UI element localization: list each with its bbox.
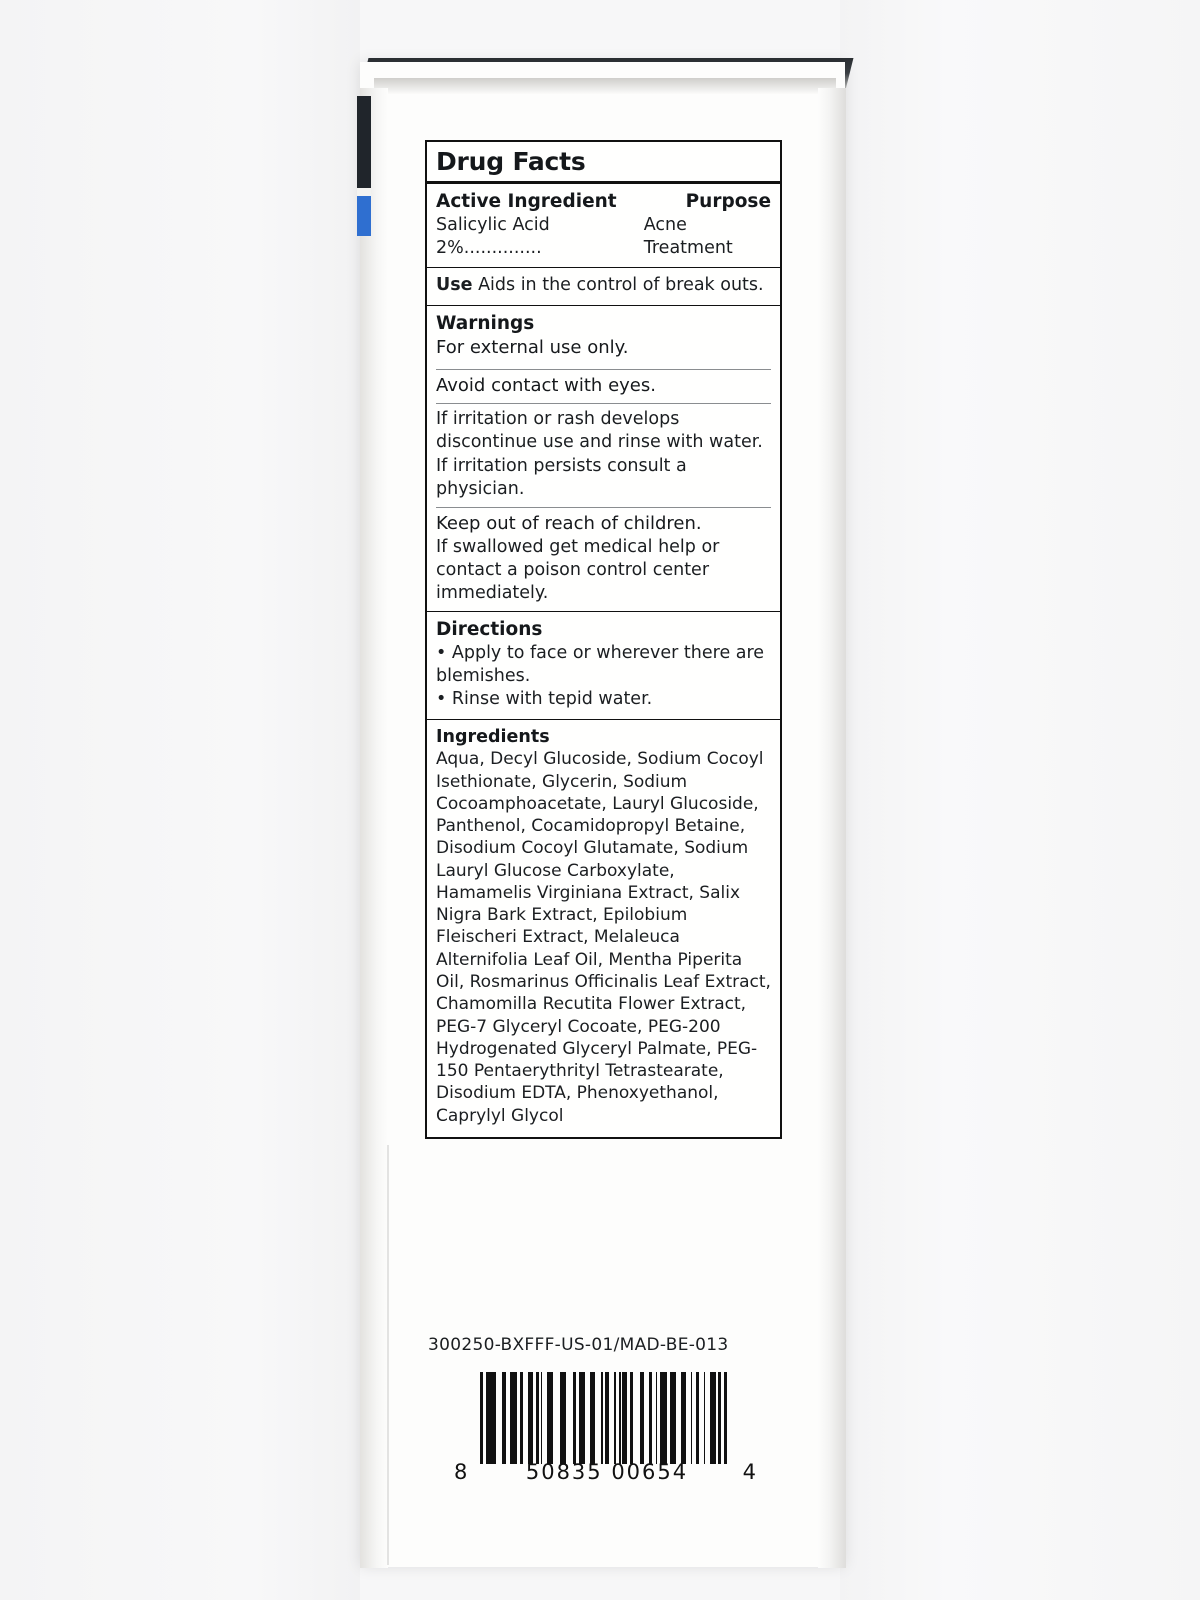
warning-avoid-eyes: Avoid contact with eyes.: [436, 375, 656, 397]
direction-item-2: • Rinse with tepid water.: [436, 689, 653, 710]
active-ingredient-section: [427, 184, 780, 268]
warning-hairline-1: [436, 369, 771, 370]
barcode-bar: [724, 1372, 727, 1464]
carton-right-fold: [818, 88, 846, 1568]
barcode-block: [452, 1372, 762, 1488]
directions-section: [427, 612, 780, 719]
warnings-section: [427, 306, 780, 367]
active-ingredient-value: Salicylic Acid 2%..............: [436, 214, 550, 259]
warning-keep-out-of-reach: Keep out of reach of children.: [436, 513, 702, 535]
purpose-header: Purpose: [685, 190, 771, 212]
directions-header: Directions: [436, 618, 543, 640]
barcode-main-digits: 50835 00654: [525, 1460, 689, 1484]
front-panel-dark-band: [357, 96, 371, 188]
use-text: Aids in the control of break outs.: [478, 275, 764, 296]
warning-eyes-block: [427, 373, 780, 400]
drug-facts-panel: [425, 140, 782, 1139]
warning-hairline-2: [436, 403, 771, 404]
background-right: [840, 0, 1200, 1600]
batch-code-text: 300250-BXFFF-US-01/MAD-BE-013: [428, 1335, 729, 1355]
carton-left-fold: [360, 88, 388, 1568]
warning-children-block: [427, 511, 780, 611]
warning-irritation-text: If irritation or rash develops discontinue use and rinse with water. If irritation persists consult a physician.: [436, 409, 763, 499]
background-left: [0, 0, 360, 1600]
warning-hairline-3: [436, 507, 771, 508]
barcode-bars: [480, 1372, 732, 1464]
ingredients-section: [427, 720, 780, 1137]
drug-facts-title: Drug Facts: [436, 147, 586, 176]
ingredients-header: Ingredients: [436, 726, 550, 747]
warnings-header: Warnings: [436, 312, 535, 334]
carton-top-highlight: [374, 78, 836, 94]
warning-swallowed-text: If swallowed get medical help or contact a poison control center immediately.: [436, 536, 720, 604]
barcode-right-digit: 4: [742, 1460, 758, 1484]
direction-item-1: • Apply to face or wherever there are blemishes.: [436, 642, 765, 687]
carton-crease-line: [387, 1145, 389, 1565]
use-label: Use: [436, 275, 473, 296]
purpose-value: Acne Treatment: [643, 214, 733, 259]
front-panel-blue-band: [357, 196, 371, 236]
use-section: [427, 268, 780, 304]
warning-external-use: For external use only.: [436, 336, 629, 358]
barcode-left-digit: 8: [454, 1460, 470, 1484]
ingredients-text: Aqua, Decyl Glucoside, Sodium Cocoyl Isethionate, Glycerin, Sodium Cocoamphoacetate, Lauryl Glucoside, Panthenol, Cocamidopropyl Betaine, Disodium Cocoyl Glutamate, Sodium Lauryl Glucose Carboxylate, Hamamelis Virginiana Extract, Salix Nigra Bark Extract, Epilobium Fleischeri Extract, Melaleuca Alternifolia Leaf Oil, Mentha Piperita Oil, Rosmarinus Officinalis Leaf Extract, Chamomilla Recutita Flower Extract, PEG-7 Glyceryl Cocoate, PEG-200 Hydrogenated Glyceryl Palmate, PEG-150 Pentaerythrityl Tetrastearate, Disodium EDTA, Phenoxyethanol, Caprylyl Glycol: [436, 749, 771, 1126]
active-ingredient-header: Active Ingredient: [436, 190, 617, 212]
warning-irritation-block: [427, 407, 780, 504]
